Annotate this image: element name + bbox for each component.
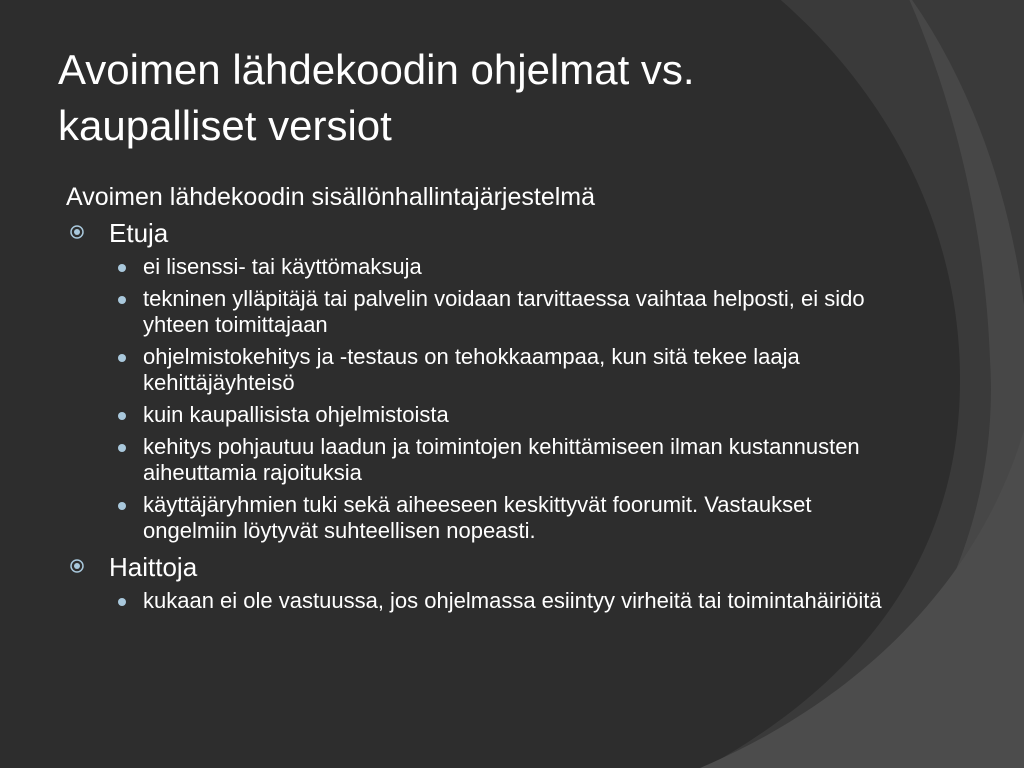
list-item-text: kukaan ei ole vastuussa, jos ohjelmassa esiintyy virheitä tai toimintahäiriöitä [143,588,882,613]
section-heading-haittoja [66,550,896,584]
section-heading-label: Etuja [109,218,169,248]
ring-bullet-icon [70,225,84,239]
slide-content [66,180,896,620]
list-item-text: ohjelmistokehitys ja -testaus on tehokkaampaa, kun sitä tekee laaja kehittäjäyhteisö [143,344,800,395]
list-item [66,254,896,280]
list-item-text: kuin kaupallisista ohjelmistoista [143,402,449,427]
dot-bullet-icon [118,412,126,420]
list-item [66,492,896,544]
ring-bullet-icon [70,559,84,573]
slide-title [58,42,958,154]
list-item [66,344,896,396]
advantages-list [66,254,896,544]
dot-bullet-icon [118,444,126,452]
list-item-text: ei lisenssi- tai käyttömaksuja [143,254,422,279]
section-heading-etuja [66,216,896,250]
list-item-text: kehitys pohjautuu laadun ja toimintojen kehittämiseen ilman kustannusten aiheuttamia rajoituksia [143,434,860,485]
disadvantages-list [66,588,896,614]
list-item [66,434,896,486]
list-item [66,402,896,428]
list-item [66,588,896,614]
intro-line: Avoimen lähdekoodin sisällönhallintajärjestelmä [66,183,596,211]
title-line-2: kaupalliset versiot [58,102,392,149]
dot-bullet-icon [118,354,126,362]
dot-bullet-icon [118,598,126,606]
list-item [66,286,896,338]
dot-bullet-icon [118,264,126,272]
list-item-text: tekninen ylläpitäjä tai palvelin voidaan tarvittaessa vaihtaa helposti, ei sido yhteen toimittajaan [143,286,865,337]
dot-bullet-icon [118,502,126,510]
list-item-text: käyttäjäryhmien tuki sekä aiheeseen keskittyvät foorumit. Vastaukset ongelmiin löytyvät suhteellisen nopeasti. [143,492,812,543]
section-heading-label: Haittoja [109,552,198,582]
dot-bullet-icon [118,296,126,304]
title-line-1: Avoimen lähdekoodin ohjelmat vs. [58,46,695,93]
